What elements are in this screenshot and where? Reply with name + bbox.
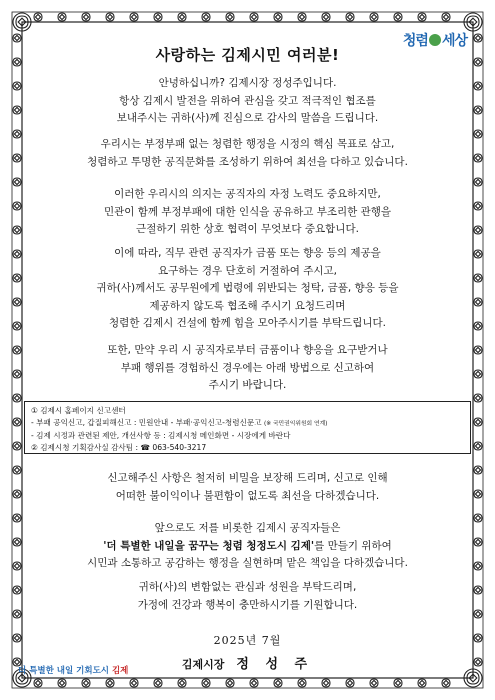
paragraph-line: 가정에 건강과 행복이 충만하시기를 기원합니다. bbox=[137, 598, 358, 611]
city-slogan bbox=[18, 664, 128, 676]
paragraph-line: 민관이 함께 부정부패에 대한 인식을 공유하고 부조리한 관행을 bbox=[103, 205, 392, 218]
paragraph-line: 시민과 소통하고 공감하는 행정을 실현하며 맡은 책임을 다하겠습니다. bbox=[87, 557, 408, 569]
report-line-corruption-note: (※ 국민권익위원회 연계) bbox=[263, 420, 328, 427]
report-line-homepage: ① 김제시 홈페이지 신고센터 bbox=[31, 406, 126, 415]
report-line-suggestion: - 김제 시정과 관련된 제안, 개선사항 등 : 김제시청 메인화면 - 시장에게 바란다 bbox=[31, 431, 291, 440]
report-line-audit-team bbox=[31, 442, 464, 454]
report-line-corruption-text: - 부패 공익신고, 갑질피해신고 : 민원안내 - 부패·공익신고-청렴신문고 bbox=[31, 417, 262, 427]
logo-text-right: 세상 bbox=[441, 33, 467, 49]
slogan-text: 더 특별한 내일 기회도시 bbox=[18, 666, 112, 676]
paragraph-line: 주시기 바랍니다. bbox=[208, 379, 287, 391]
report-phone-number: 063-540-3217 bbox=[152, 442, 207, 452]
paragraph-line: 어떠한 불이익이나 불편함이 없도록 최선을 다하겠습니다. bbox=[115, 489, 380, 502]
report-methods-box bbox=[24, 401, 471, 454]
paragraph-line: 부패 행위를 경험하신 경우에는 아래 방법으로 신고하여 bbox=[120, 361, 375, 374]
paragraph-line: 귀하(사)께서도 공무원에게 법령에 위반되는 청탁, 금품, 향응 등을 bbox=[96, 282, 399, 294]
paragraph-greeting bbox=[0, 75, 495, 128]
slogan-city: 김제 bbox=[111, 666, 129, 676]
paragraph-line: 제공하지 않도록 협조해 주시기 요청드리며 bbox=[149, 299, 346, 312]
paragraph-line: 우리시는 부정부패 없는 청렴한 행정을 시정의 핵심 목표로 삼고, bbox=[100, 138, 395, 150]
paragraph-line: 이러한 우리시의 의지는 공직자의 자정 노력도 중요하지만, bbox=[114, 188, 381, 200]
paragraph-line: 안녕하십니까? 김제시장 정성주입니다. bbox=[158, 77, 337, 89]
paragraph-line: 보내주시는 귀하(사)께 진심으로 감사의 말씀을 드립니다. bbox=[116, 112, 379, 124]
paragraph-request bbox=[0, 245, 495, 333]
city-vision-quote: '더 특별한 내일을 꿈꾸는 청렴 청정도시 김제' bbox=[103, 539, 315, 552]
paragraph-line: 근절하기 위한 상호 협력이 무엇보다 중요합니다. bbox=[136, 223, 359, 235]
paragraph-line-tail: 를 만들기 위하여 bbox=[314, 539, 392, 552]
paragraph-report-request bbox=[0, 342, 495, 395]
paragraph-line: 신고해주신 사항은 철저히 비밀을 보장해 드리며, 신고로 인해 bbox=[107, 472, 388, 484]
letter-title: 사랑하는 김제시민 여러분! bbox=[155, 46, 340, 64]
paragraph-confidentiality bbox=[0, 470, 495, 505]
letter-date: 2025년 7월 bbox=[213, 634, 282, 647]
paragraph-line: 앞으로도 저를 비롯한 김제시 공직자들은 bbox=[154, 522, 341, 534]
paragraph-cooperation bbox=[0, 186, 495, 239]
logo-text-left: 청렴 bbox=[402, 33, 428, 49]
paragraph-line: 항상 김제시 발전을 위하여 관심을 갖고 적극적인 협조를 bbox=[119, 94, 376, 107]
signature-name: 정 성 주 bbox=[236, 657, 314, 672]
paragraph-line: 귀하(사)의 변함없는 관심과 성원을 부탁드리며, bbox=[138, 581, 357, 593]
paragraph-line: 또한, 만약 우리 시 공직자로부터 금품이나 향응을 요구받거나 bbox=[107, 344, 388, 356]
paragraph-commitment bbox=[0, 520, 495, 573]
phone-icon: ☎ bbox=[140, 442, 150, 452]
paragraph-line: 청렴하고 투명한 공직문화를 조성하기 위하여 최선을 다하고 있습니다. bbox=[87, 155, 408, 168]
report-audit-label: ② 김제시청 기획감사실 감사팀 : bbox=[31, 442, 141, 452]
signature-role: 김제시장 bbox=[181, 658, 225, 671]
report-line-corruption bbox=[31, 417, 464, 431]
paragraph-line: 청렴한 김제시 건설에 함께 힘을 모아주시기를 부탁드립니다. bbox=[109, 317, 386, 329]
paragraph-line bbox=[0, 538, 495, 556]
paragraph-line: 요구하는 경우 단호히 거절하여 주시고, bbox=[158, 264, 337, 277]
paragraph-closing bbox=[0, 579, 495, 614]
paragraph-goal bbox=[0, 136, 495, 171]
paragraph-line: 이에 따라, 직무 관련 공직자가 금품 또는 향응 등의 제공을 bbox=[114, 247, 381, 259]
